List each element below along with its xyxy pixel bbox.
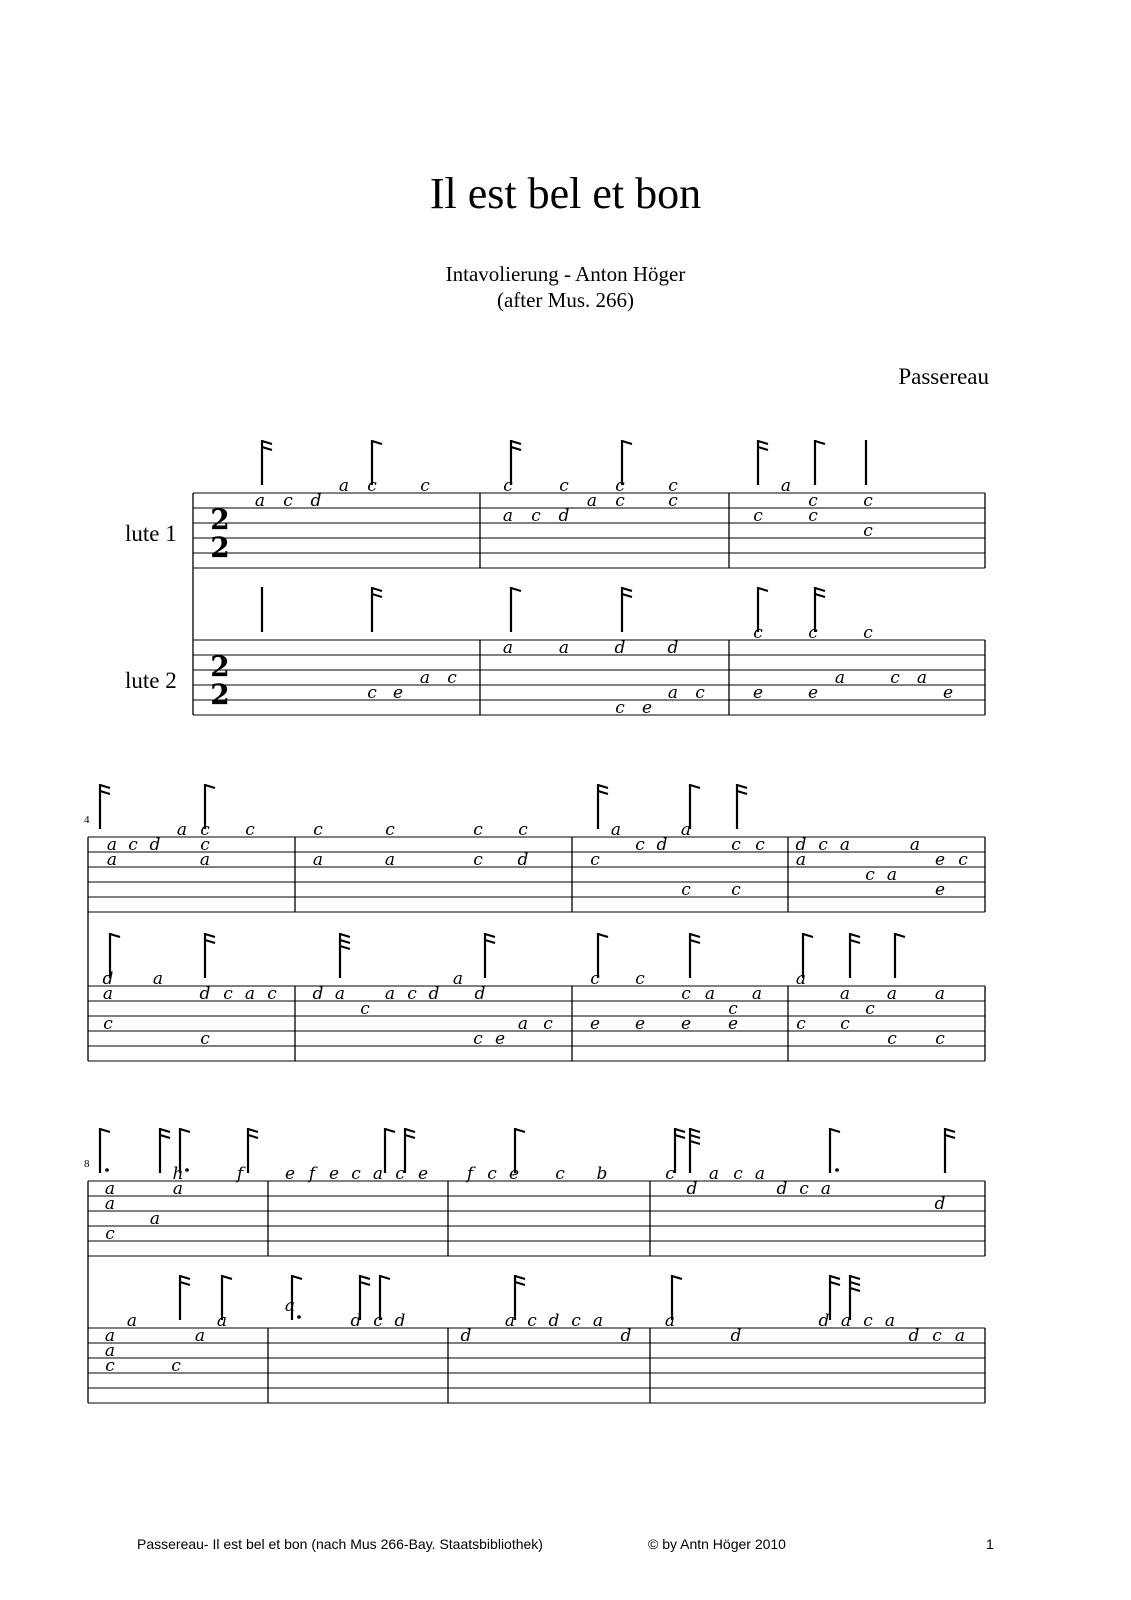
tab-letter-c: c [865,865,875,885]
tab-letter-a: a [586,491,598,511]
tab-letter-c: c [559,476,569,496]
tab-letter-c: c [473,1029,483,1049]
tab-letter-c: c [105,1224,115,1244]
rhythm-dot [185,1168,189,1172]
tab-letter-a: a [840,1311,852,1331]
tab-letter-a: a [104,1179,116,1199]
rhythm-flag [850,934,860,937]
tab-letter-c: c [728,999,738,1019]
tab-letter-a: a [517,1014,529,1034]
rhythm-flag [100,1129,110,1132]
tab-letter-a: a [795,969,807,989]
tab-letter-a: a [104,1194,116,1214]
tab-letter-e: e [328,1164,340,1184]
rhythm-flag [180,1276,190,1279]
tab-letter-d: d [776,1179,788,1199]
rhythm-flag [515,1282,525,1285]
tab-letter-c: c [818,835,828,855]
tab-letter-e: e [392,683,404,703]
tab-letter-c: c [668,476,678,496]
tab-letter-c: c [503,476,513,496]
tab-letter-a: a [680,820,692,840]
tab-letter-d: d [517,850,529,870]
page-number: 1 [986,1536,994,1552]
tab-letter-c: c [527,1311,537,1331]
rhythm-flag [515,1129,525,1132]
tab-letter-c: c [665,1164,675,1184]
rhythm-flag [248,1129,258,1132]
tab-letter-e: e [508,1164,520,1184]
tab-letter-c: c [733,1164,743,1184]
tab-letter-d: d [620,1326,632,1346]
tab-letter-e: e [680,1014,692,1034]
tab-letter-a: a [216,1311,228,1331]
tab-letter-a: a [592,1311,604,1331]
rhythm-flag [737,791,747,794]
tab-letter-c: c [863,521,873,541]
tab-letter-e: e [934,850,946,870]
tab-letter-c: c [487,1164,497,1184]
tab-letter-c: c [473,820,483,840]
tab-letter-a: a [102,984,114,1004]
composer-name: Passereau [898,364,989,389]
rhythm-flag [675,1129,685,1132]
tab-letter-a: a [934,984,946,1004]
rhythm-flag [222,1276,232,1279]
tab-letter-c: c [360,999,370,1019]
rhythm-flag [485,934,495,937]
tab-letter-e: e [634,1014,646,1034]
tab-letter-h: h [172,1164,184,1184]
tab-letter-c: c [753,623,763,643]
tab-letter-d: d [149,835,161,855]
rhythm-flag [262,447,272,450]
tab-letter-c: c [615,491,625,511]
rhythm-flag [622,588,632,591]
tab-letter-c: c [367,476,377,496]
rhythm-flag [485,940,495,943]
tab-letter-c: c [103,1014,113,1034]
tab-letter-c: c [223,984,233,1004]
tab-letter-c: c [695,683,705,703]
tab-letter-a: a [667,683,679,703]
tab-letter-d: d [312,984,324,1004]
rhythm-flag [690,785,700,788]
tab-letter-a: a [795,850,807,870]
rhythm-flag [815,594,825,597]
tab-letter-f: f [236,1164,244,1184]
rhythm-flag [598,791,608,794]
tab-letter-a: a [909,835,921,855]
tab-letter-c: c [171,1356,181,1376]
rhythm-flag [515,1276,525,1279]
tab-letter-a: a [372,1164,384,1184]
tab-letter-c: c [731,835,741,855]
rhythm-flag [360,1282,370,1285]
tab-letter-e: e [934,880,946,900]
tab-letter-e: e [589,1014,601,1034]
rhythm-flag [511,447,521,450]
measure-number: 4 [84,814,90,826]
tab-letter-d: d [818,1311,830,1331]
rhythm-flag [690,940,700,943]
tab-letter-c: c [796,1014,806,1034]
tab-letter-f: f [466,1164,474,1184]
tab-letter-c: c [385,820,395,840]
tab-letter-a: a [149,1209,161,1229]
tab-letter-d: d [558,506,570,526]
tab-letter-c: c [808,623,818,643]
tab-letter-c: c [681,984,691,1004]
rhythm-flag [850,1288,860,1291]
rhythm-flag [690,1135,700,1138]
tab-letter-d: d [102,969,114,989]
tab-letter-a: a [194,1326,206,1346]
tab-letter-c: c [615,476,625,496]
rhythm-flag [380,1276,390,1279]
tab-letter-c: c [865,999,875,1019]
tab-letter-c: c [668,491,678,511]
tab-letter-c: c [128,835,138,855]
rhythm-flag [340,946,350,949]
tab-letter-d: d [394,1311,406,1331]
tab-letter-a: a [176,820,188,840]
tab-letter-c: c [105,1356,115,1376]
tab-letter-d: d [686,1179,698,1199]
tab-letter-d: d [934,1194,946,1214]
tab-letter-c: c [267,984,277,1004]
tab-letter-c: c [887,1029,897,1049]
tab-letter-c: c [367,683,377,703]
tab-letter-c: c [447,668,457,688]
tab-letter-c: c [681,880,691,900]
rhythm-flag [160,1135,170,1138]
piece-title: Il est bel et bon [429,169,702,218]
rhythm-flag [850,1282,860,1285]
tab-letter-a: a [664,1311,676,1331]
time-signature-denominator: 2 [210,678,230,711]
rhythm-flag [737,785,747,788]
rhythm-flag [758,441,768,444]
rhythm-dot [835,1168,839,1172]
tab-letter-c: c [958,850,968,870]
tab-letter-a: a [502,506,514,526]
tab-letter-a: a [104,1341,116,1361]
tab-letter-e: e [942,683,954,703]
rhythm-flag [598,785,608,788]
tab-letter-a: a [152,969,164,989]
tab-letter-a: a [452,969,464,989]
tab-letter-c: c [245,820,255,840]
tab-letter-b: b [596,1164,608,1184]
tab-letter-c: c [200,820,210,840]
tab-letter-c: c [840,1014,850,1034]
tab-letter-c: c [808,491,818,511]
rhythm-flag [830,1282,840,1285]
tab-letter-c: c [863,623,873,643]
tab-letter-e: e [494,1029,506,1049]
tab-letter-c: c [590,969,600,989]
time-signature-numerator: 2 [210,503,230,536]
tab-letter-c: c [590,850,600,870]
tab-letter-a: a [754,1164,766,1184]
tab-letter-d: d [474,984,486,1004]
tab-letter-a: a [751,984,763,1004]
tab-letter-a: a [244,984,256,1004]
rhythm-flag [758,447,768,450]
rhythm-flag [262,441,272,444]
footer-source: Passereau- Il est bel et bon (nach Mus 266-Bay. Staatsbibliothek) [137,1536,543,1552]
tab-letter-d: d [795,835,807,855]
rhythm-flag [385,1129,395,1132]
tab-letter-c: c [731,880,741,900]
part-name: lute 1 [125,521,177,546]
tab-letter-a: a [954,1326,966,1346]
rhythm-flag [372,441,382,444]
tab-letter-a: a [284,1296,296,1316]
tab-letter-e: e [807,683,819,703]
tab-letter-a: a [172,1179,184,1199]
tab-letter-a: a [338,476,350,496]
tab-letter-c: c [555,1164,565,1184]
tab-letter-d: d [310,491,322,511]
tab-letter-a: a [704,984,716,1004]
rhythm-flag [672,1276,682,1279]
tab-letter-c: c [373,1311,383,1331]
rhythm-flag [850,1276,860,1279]
tab-letter-c: c [571,1311,581,1331]
tab-letter-d: d [656,835,668,855]
tab-letter-a: a [502,638,514,658]
tab-letter-c: c [635,969,645,989]
tab-letter-c: c [808,506,818,526]
tab-letter-a: a [884,1311,896,1331]
rhythm-flag [110,934,120,937]
tab-letter-d: d [667,638,679,658]
tab-letter-c: c [518,820,528,840]
source-line: (after Mus. 266) [496,288,635,312]
tab-letter-e: e [641,698,653,718]
tab-letter-a: a [126,1311,138,1331]
tab-letter-d: d [730,1326,742,1346]
rhythm-flag [830,1129,840,1132]
arranger-line: Intavolierung - Anton Höger [445,262,686,286]
tab-letter-d: d [428,984,440,1004]
rhythm-flag [511,441,521,444]
tab-letter-c: c [932,1326,942,1346]
rhythm-flag [372,594,382,597]
rhythm-flag [180,1129,190,1132]
rhythm-flag [205,785,215,788]
rhythm-flag [405,1129,415,1132]
tab-letter-c: c [407,984,417,1004]
tab-letter-c: c [935,1029,945,1049]
tab-letter-a: a [820,1179,832,1199]
rhythm-flag [100,785,110,788]
tab-letter-a: a [558,638,570,658]
time-signature-denominator: 2 [210,531,230,564]
tab-letter-a: a [104,1326,116,1346]
measure-number: 8 [84,1158,90,1170]
tab-letter-d: d [908,1326,920,1346]
footer-copyright: © by Antn Höger 2010 [648,1536,786,1552]
rhythm-flag [622,441,632,444]
rhythm-flag [292,1276,302,1279]
tab-letter-a: a [334,984,346,1004]
tab-letter-a: a [610,820,622,840]
tab-letter-c: c [200,1029,210,1049]
tab-letter-d: d [548,1311,560,1331]
rhythm-flag [758,588,768,591]
tab-letter-e: e [752,683,764,703]
tab-letter-c: c [615,698,625,718]
time-signature-numerator: 2 [210,650,230,683]
tab-letter-c: c [283,491,293,511]
rhythm-flag [690,1141,700,1144]
tab-letter-a: a [780,476,792,496]
rhythm-flag [511,588,521,591]
tab-letter-c: c [635,835,645,855]
tab-letter-c: c [531,506,541,526]
tab-letter-c: c [351,1164,361,1184]
part-name: lute 2 [125,668,177,693]
tab-letter-a: a [916,668,928,688]
rhythm-flag [205,934,215,937]
tab-letter-c: c [473,850,483,870]
rhythm-flag [830,1276,840,1279]
tab-letter-a: a [834,668,846,688]
rhythm-flag [945,1129,955,1132]
tab-letter-e: e [417,1164,429,1184]
rhythm-flag [405,1135,415,1138]
tab-letter-c: c [420,476,430,496]
tab-letter-a: a [839,835,851,855]
rhythm-flag [945,1135,955,1138]
rhythm-flag [690,1129,700,1132]
tab-letter-c: c [395,1164,405,1184]
tab-letter-d: d [614,638,626,658]
tab-letter-a: a [106,850,118,870]
rhythm-flag [622,594,632,597]
rhythm-flag [100,791,110,794]
rhythm-flag [895,934,905,937]
tab-letter-d: d [350,1311,362,1331]
rhythm-flag [360,1276,370,1279]
rhythm-flag [205,940,215,943]
rhythm-flag [815,588,825,591]
rhythm-flag [180,1282,190,1285]
tab-letter-d: d [460,1326,472,1346]
rhythm-flag [850,940,860,943]
tab-letter-d: d [199,984,211,1004]
tab-letter-a: a [839,984,851,1004]
tab-letter-c: c [200,835,210,855]
tab-letter-c: c [863,491,873,511]
rhythm-flag [815,441,825,444]
tab-letter-c: c [890,668,900,688]
tab-letter-f: f [308,1164,316,1184]
rhythm-flag [340,940,350,943]
rhythm-flag [803,934,813,937]
tab-letter-a: a [312,850,324,870]
rhythm-flag [340,934,350,937]
tab-letter-c: c [863,1311,873,1331]
rhythm-flag [248,1135,258,1138]
tab-letter-a: a [384,984,396,1004]
tab-letter-e: e [284,1164,296,1184]
rhythm-flag [598,934,608,937]
rhythm-flag [160,1129,170,1132]
tab-letter-a: a [254,491,266,511]
tab-letter-e: e [727,1014,739,1034]
tab-letter-c: c [313,820,323,840]
tab-letter-a: a [886,865,898,885]
tab-letter-a: a [504,1311,516,1331]
tab-letter-a: a [419,668,431,688]
rhythm-flag [372,588,382,591]
tab-letter-c: c [799,1179,809,1199]
rhythm-dot [297,1315,301,1319]
tab-letter-a: a [708,1164,720,1184]
tab-letter-c: c [755,835,765,855]
tab-letter-a: a [886,984,898,1004]
rhythm-dot [105,1168,109,1172]
tab-letter-a: a [384,850,396,870]
tab-letter-c: c [753,506,763,526]
tab-letter-c: c [543,1014,553,1034]
tab-letter-a: a [106,835,118,855]
rhythm-flag [690,934,700,937]
rhythm-flag [675,1135,685,1138]
tab-letter-a: a [199,850,211,870]
